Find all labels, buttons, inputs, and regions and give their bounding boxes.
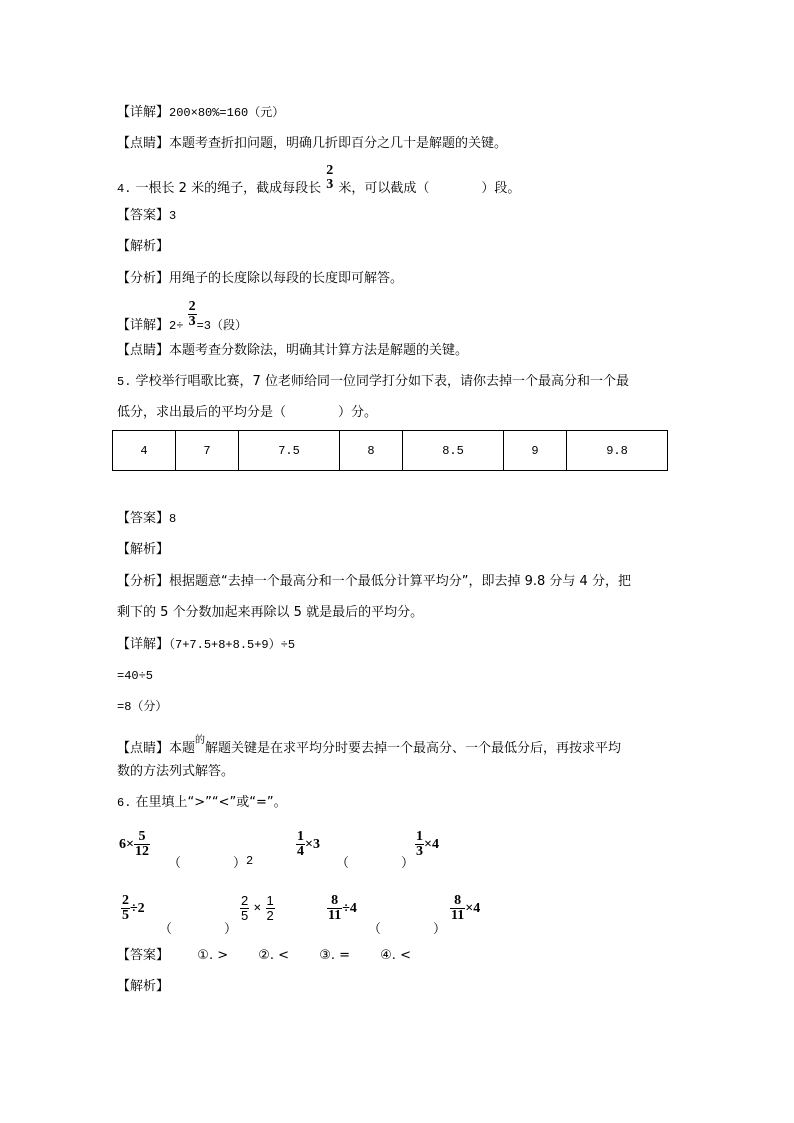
- expression-2-right: [415, 830, 439, 859]
- comment-label: 【点睛】: [117, 741, 170, 756]
- fraction-numerator: 1: [297, 829, 304, 844]
- fraction-numerator: 8: [331, 893, 339, 908]
- scores-table: [112, 430, 668, 471]
- score-cell: 8.5: [403, 431, 504, 471]
- question-number: 5.: [117, 375, 132, 389]
- fraction-denominator: 4: [297, 844, 304, 859]
- expression-4-right: [450, 894, 480, 923]
- fraction: [240, 894, 249, 923]
- expr-operator: ×4: [465, 901, 481, 916]
- expression-3-right: [240, 894, 275, 923]
- q6-answer: [117, 948, 411, 964]
- detail-prefix: 2÷: [169, 319, 184, 333]
- fraction-denominator: 3: [326, 177, 334, 192]
- expression-4: [327, 894, 357, 923]
- detail-text: （7+7.5+8+8.5+9）÷5: [169, 638, 296, 652]
- analysis-text: 根据题意“去掉一个最高分和一个最低分计算平均分”，即去掉 9.8 分与 4 分，把: [169, 574, 631, 589]
- q5-comment-line2: 数的方法列式解答。: [117, 764, 235, 779]
- expr-operator: ÷4: [342, 901, 357, 916]
- answer-value: 3: [169, 209, 177, 223]
- q5-detail-line2: =40÷5: [117, 669, 154, 683]
- comment-pre: 本题: [169, 741, 196, 756]
- expr-operator: ÷2: [130, 901, 145, 916]
- fraction-denominator: 11: [328, 908, 342, 923]
- detail-suffix: =3（段）: [196, 319, 247, 333]
- score-cell: 4: [113, 431, 176, 471]
- q5-analysis-line2: 剩下的 5 个分数加起来再除以 5 就是最后的平均分。: [117, 605, 424, 620]
- fraction: [450, 894, 465, 923]
- detail-label: 【详解】: [117, 105, 170, 120]
- q4-detail: [117, 300, 247, 334]
- comment-text: 本题考查分数除法，明确其计算方法是解题的关键。: [169, 343, 469, 358]
- comment-label: 【点睛】: [117, 136, 170, 151]
- fraction-numerator: 8: [454, 893, 462, 908]
- fraction: [415, 830, 424, 859]
- question-text: 在里填上“>”“<”或“=”。: [135, 795, 287, 810]
- q5-question-line1: [117, 374, 629, 390]
- score-cell: 9.8: [567, 431, 668, 471]
- q4-analysis: [117, 271, 403, 287]
- q4-question: [117, 164, 520, 197]
- expression-1: [119, 830, 150, 859]
- expression-3: [121, 894, 145, 923]
- q5-comment-line1: [117, 733, 621, 757]
- fraction-denominator: 3: [188, 314, 196, 329]
- fraction-numerator: 2: [188, 299, 196, 314]
- expression-1-right: 2: [246, 854, 254, 868]
- answer-label: 【答案】: [117, 948, 170, 963]
- q4-answer: [117, 208, 176, 224]
- score-cell: 7.5: [239, 431, 340, 471]
- fraction: [121, 894, 130, 923]
- fraction-denominator: 5: [122, 908, 129, 923]
- fraction-numerator: 1: [266, 893, 274, 908]
- q5-detail-line3: =8（分）: [117, 700, 168, 714]
- fraction-numerator: 1: [416, 829, 423, 844]
- question-number: 6.: [117, 796, 132, 810]
- fraction: [325, 164, 334, 192]
- analysis-text: 用绳子的长度除以每段的长度即可解答。: [169, 271, 404, 286]
- table-row: [113, 431, 668, 471]
- answer-item-3: ③. =: [319, 948, 351, 963]
- q5-analysis-line1: [117, 574, 631, 590]
- fraction: [188, 300, 197, 329]
- blank-3[interactable]: （ ）: [159, 922, 238, 937]
- fraction-denominator: 11: [451, 908, 465, 923]
- expr-operator: ×4: [424, 837, 439, 852]
- detail-text: 200×80%=160（元）: [169, 106, 285, 120]
- q4-comment: [117, 343, 468, 359]
- score-cell: 7: [176, 431, 239, 471]
- answer-label: 【答案】: [117, 208, 170, 223]
- detail-label: 【详解】: [117, 637, 170, 652]
- comment-label: 【点睛】: [117, 343, 170, 358]
- answer-item-1: ①. >: [197, 948, 229, 963]
- fraction: [134, 830, 150, 859]
- q5-question-line2: 低分，求出最后的平均分是（ ）分。: [117, 405, 378, 420]
- answer-value: 8: [169, 512, 177, 526]
- fraction-denominator: 5: [241, 908, 249, 923]
- answer-label: 【答案】: [117, 511, 170, 526]
- question-number: 4.: [117, 182, 132, 196]
- analysis-label: 【分析】: [117, 574, 170, 589]
- q6-analysis-heading: 【解析】: [117, 979, 170, 994]
- question-text-before: 一根长 2 米的绳子，截成每段长: [135, 181, 322, 196]
- expr-operator: ×3: [305, 837, 320, 852]
- answer-item-4: ④. <: [380, 948, 411, 963]
- fraction-denominator: 12: [134, 844, 149, 859]
- fraction-numerator: 2: [326, 163, 334, 178]
- q5-analysis-heading: 【解析】: [117, 542, 170, 557]
- comment-text: 解题关键是在求平均分时要去掉一个最高分、一个最低分后，再按求平均: [205, 741, 622, 756]
- detail-label: 【详解】: [117, 318, 170, 333]
- answer-item-2: ②. <: [258, 948, 290, 963]
- question-text: 学校举行唱歌比赛，7 位老师给同一位同学打分如下表，请你去掉一个最高分和一个最: [135, 374, 629, 389]
- fraction: [266, 894, 275, 923]
- fraction-numerator: 2: [122, 893, 129, 908]
- fraction-numerator: 2: [241, 893, 249, 908]
- fraction-numerator: 5: [138, 829, 146, 844]
- expr-operator: ×: [253, 901, 262, 916]
- blank-2[interactable]: （ ）: [336, 856, 415, 871]
- prev-detail: [117, 105, 284, 121]
- analysis-label: 【分析】: [117, 271, 170, 286]
- fraction: [296, 830, 305, 859]
- q5-detail-line1: [117, 637, 295, 653]
- q5-answer: [117, 511, 176, 527]
- question-text-after: 米，可以截成（ ）段。: [338, 181, 521, 196]
- fraction: [327, 894, 342, 923]
- expression-2: [296, 830, 320, 859]
- blank-4[interactable]: （ ）: [368, 922, 447, 937]
- comment-text: 本题考查折扣问题，明确几折即百分之几十是解题的关键。: [169, 136, 508, 151]
- fraction-denominator: 2: [266, 908, 274, 923]
- score-cell: 8: [340, 431, 403, 471]
- q6-question: [117, 795, 287, 811]
- comment-sup: 的: [195, 735, 206, 746]
- fraction-denominator: 3: [416, 844, 423, 859]
- blank-1[interactable]: （ ）: [168, 856, 247, 871]
- expr-left: 6×: [119, 837, 134, 852]
- score-cell: 9: [504, 431, 567, 471]
- prev-comment: [117, 136, 507, 152]
- q4-analysis-heading: 【解析】: [117, 239, 170, 254]
